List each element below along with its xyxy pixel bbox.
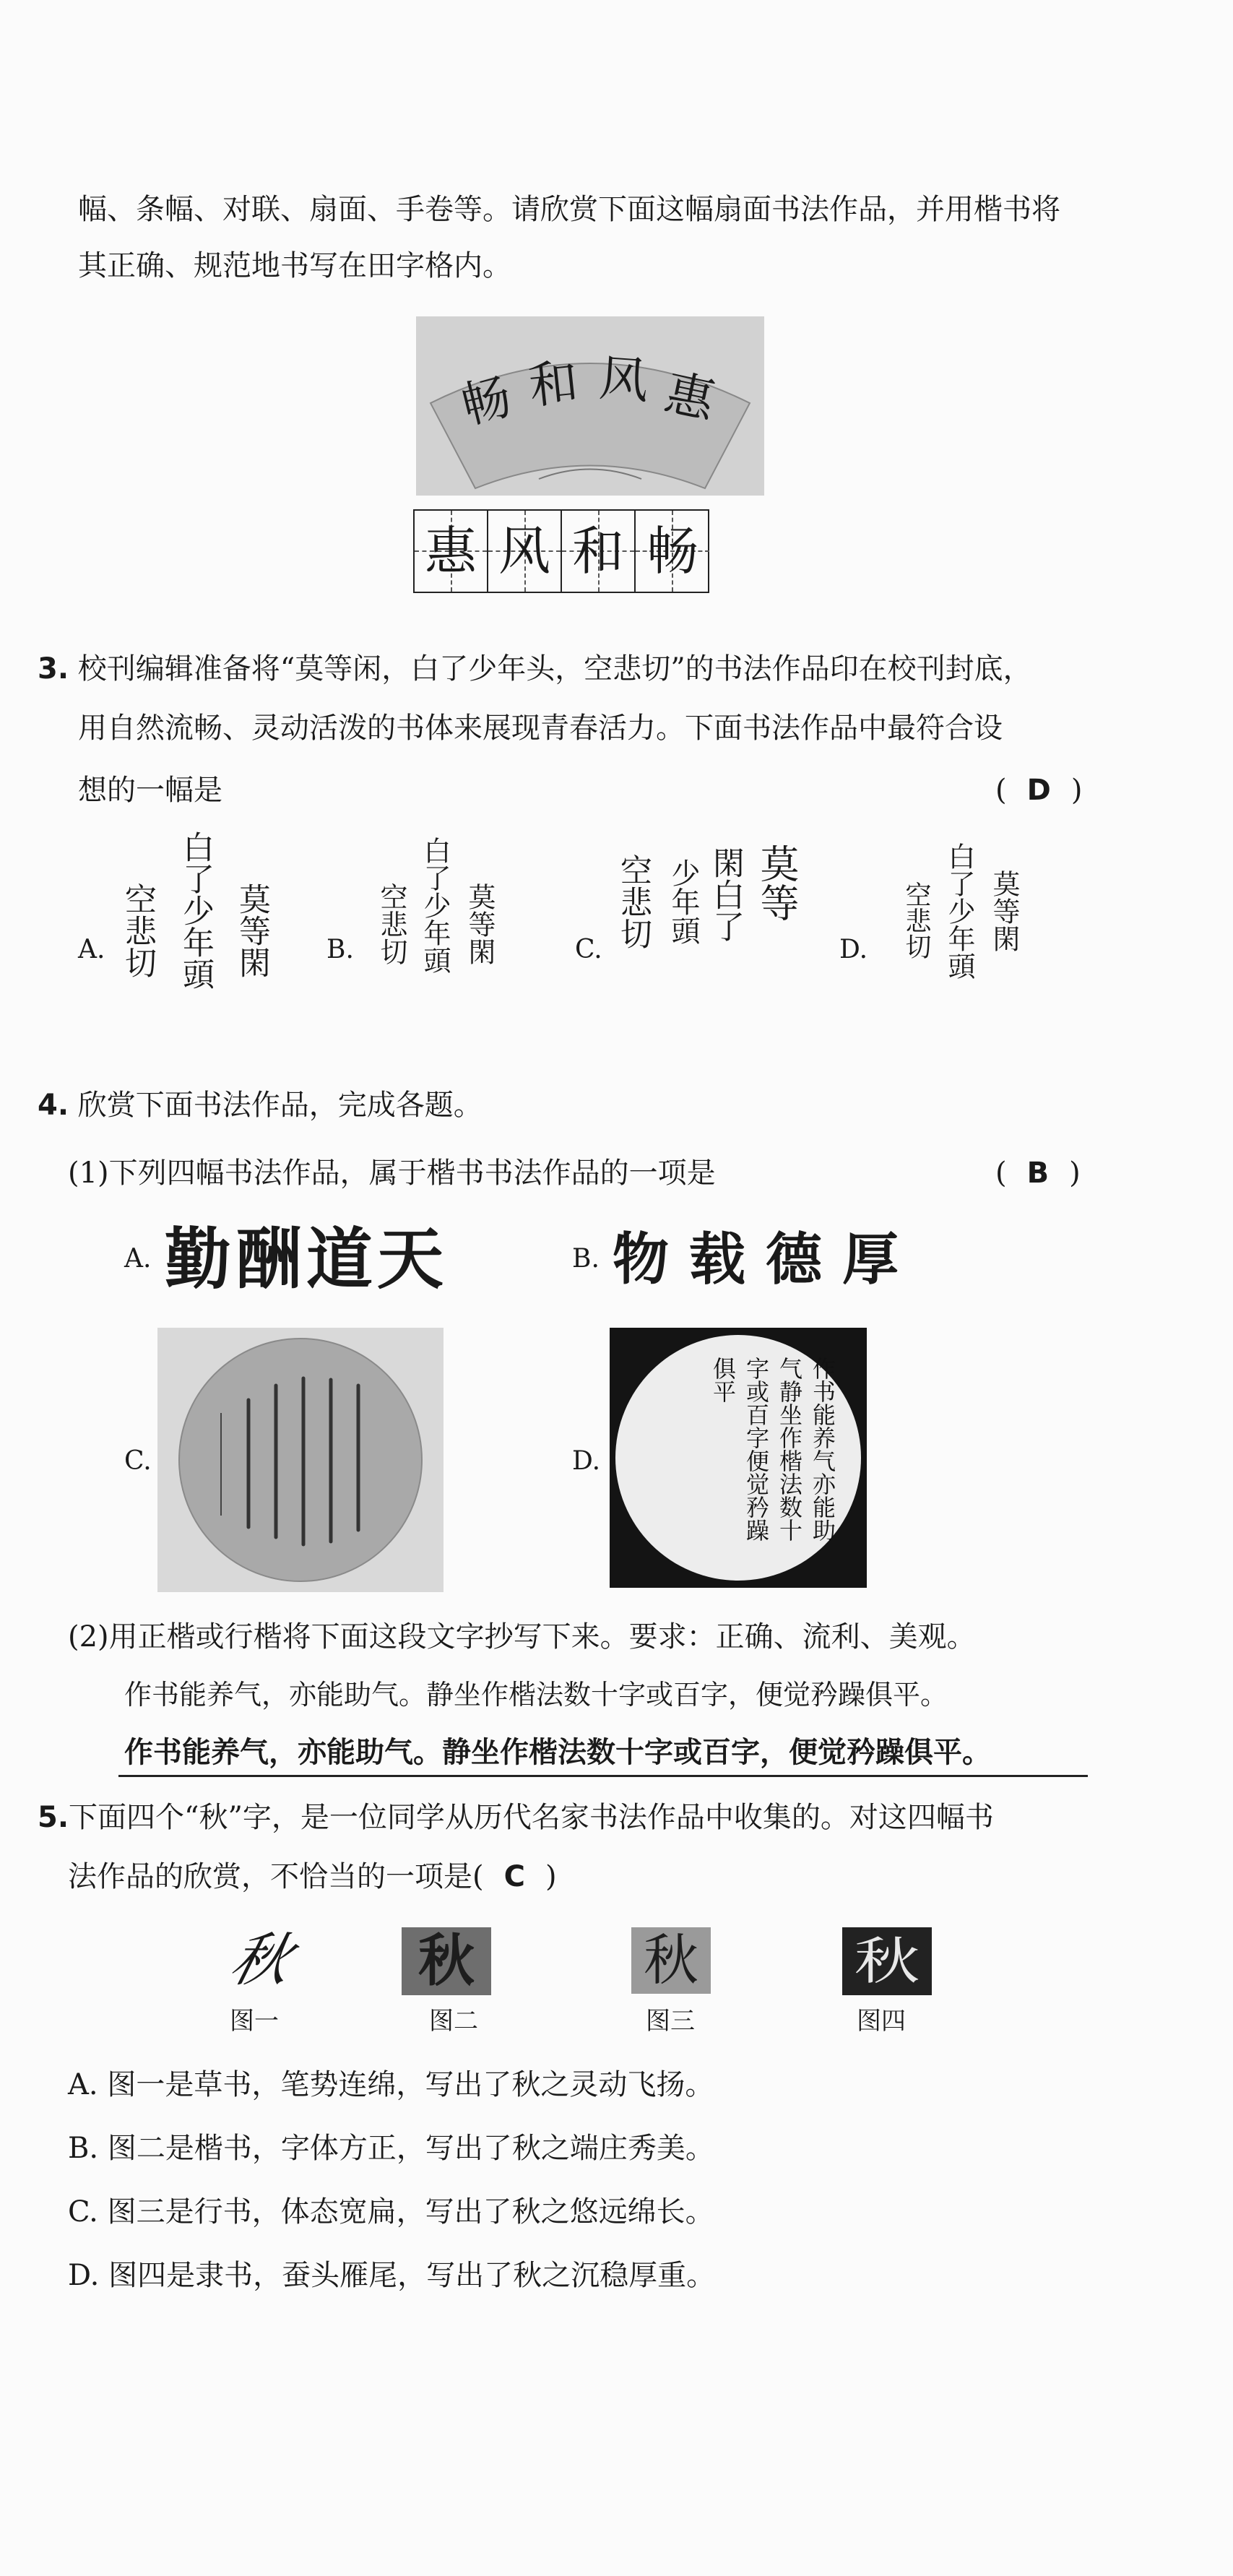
q3-a-col-3: 空悲切 xyxy=(119,883,156,978)
q3-number: 3. xyxy=(38,652,69,686)
q3-line-3: 想的一幅是 xyxy=(78,774,222,807)
q5-option-b: B. 图二是楷书，字体方正，写出了秋之端庄秀美。 xyxy=(68,2132,714,2165)
grid-cell xyxy=(415,511,488,592)
q3-option-c-label: C. xyxy=(575,935,602,964)
q4-option-b-text: 物载德厚 xyxy=(613,1227,920,1292)
q5-option-d: D. 图四是隶书，蚕头雁尾，写出了秋之沉稳厚重。 xyxy=(68,2259,716,2292)
q3-option-b-label: B. xyxy=(326,935,354,964)
q3-b-col-1: 莫等閑 xyxy=(464,883,496,965)
q3-line-1 xyxy=(38,649,1032,689)
q4-sub1-answer-paren: ( B ) xyxy=(995,1157,1081,1190)
q3-d-col-3: 空悲切 xyxy=(901,881,931,959)
q3-b-col-3: 空悲切 xyxy=(376,883,407,965)
intro-line-2: 其正确、规范地书写在田字格内。 xyxy=(78,249,511,282)
q3-d-col-1: 莫等閑 xyxy=(988,870,1020,952)
q3-line-2: 用自然流畅、灵动活泼的书体来展现青春活力。下面书法作品中最符合设 xyxy=(78,712,1003,745)
q4-title: 欣赏下面书法作品，完成各题。 xyxy=(77,1089,483,1122)
figure-4-caption: 图四 xyxy=(857,2007,906,2036)
q4-number: 4. xyxy=(38,1089,69,1122)
q4-option-c-label: C. xyxy=(124,1446,152,1476)
fan-calligraphy-image xyxy=(416,316,764,496)
figure-1-char: 秋 xyxy=(223,1927,298,1994)
figure-1 xyxy=(222,1927,299,1994)
q3-c-col-1: 莫等 xyxy=(754,844,800,922)
intro-line-1: 幅、条幅、对联、扇面、手卷等。请欣赏下面这幅扇面书法作品，并用楷书将 xyxy=(78,193,1060,226)
q3-c-col-4: 空悲切 xyxy=(615,854,652,949)
q3-d-col-2: 白了少年頭 xyxy=(943,842,975,980)
grid-char: 惠 xyxy=(424,521,477,582)
q5-option-a: A. 图一是草书，笔势连绵，写出了秋之灵动飞扬。 xyxy=(68,2068,714,2101)
q3-c-col-3: 少年頭 xyxy=(667,858,700,945)
figure-4-char: 秋 xyxy=(854,1932,920,1991)
q4-sub2: (2)用正楷或行楷将下面这段文字抄写下来。要求：正确、流利、美观。 xyxy=(68,1620,976,1654)
q3-option-a-label: A. xyxy=(78,935,105,964)
figure-3 xyxy=(631,1927,711,1994)
q4-sub1: (1)下列四幅书法作品，属于楷书书法作品的一项是 xyxy=(68,1157,716,1190)
q5-line-2: 法作品的欣赏，不恰当的一项是( C ) xyxy=(68,1860,557,1893)
figure-4 xyxy=(842,1927,932,1995)
q4-option-c-image xyxy=(157,1328,444,1592)
q5-answer: C xyxy=(503,1860,525,1893)
q3-c-col-2: 閑白了 xyxy=(707,847,744,942)
grid-char: 和 xyxy=(571,521,624,582)
grid-cell xyxy=(488,511,562,592)
q5-line-1 xyxy=(38,1797,994,1838)
figure-3-caption: 图三 xyxy=(646,2007,695,2036)
fan-char-4: 畅 xyxy=(455,368,518,436)
q5-line-1-text: 下面四个“秋”字，是一位同学从历代名家书法作品中收集的。对这四幅书 xyxy=(69,1801,994,1834)
grid-char: 风 xyxy=(498,521,550,582)
q4-option-a-label: A. xyxy=(124,1244,152,1274)
figure-2-char: 秋 xyxy=(418,1928,475,1994)
q4-title-line xyxy=(38,1085,483,1125)
q5-number: 5. xyxy=(38,1801,69,1834)
fan-char-3: 和 xyxy=(526,353,581,416)
grid-cell xyxy=(562,511,636,592)
q4-option-d-text: 作书能养气亦能助气静坐作楷法数十字或百字便觉矜躁俱平 xyxy=(709,1357,836,1542)
tianzige-grid xyxy=(413,509,709,593)
q3-a-col-1: 莫等閑 xyxy=(233,883,270,978)
figure-2-caption: 图二 xyxy=(429,2007,478,2036)
figure-2 xyxy=(402,1927,491,1995)
figure-1-caption: 图一 xyxy=(230,2007,279,2036)
q4-option-d-label: D. xyxy=(572,1446,601,1476)
q4-sub1-answer: B xyxy=(1026,1157,1050,1190)
q4-option-b-label: B. xyxy=(572,1244,600,1274)
q3-line-1-text: 校刊编辑准备将“莫等闲，白了少年头，空悲切”的书法作品印在校刊封底， xyxy=(77,652,1032,686)
figure-3-char: 秋 xyxy=(644,1928,698,1992)
grid-cell xyxy=(636,511,709,592)
q3-a-col-2: 白了少年頭 xyxy=(177,831,214,990)
q3-b-col-2: 白了少年頭 xyxy=(419,837,451,974)
q4-passage-answer: 作书能养气，亦能助气。静坐作楷法数十字或百字，便觉矜躁俱平。 xyxy=(124,1736,991,1769)
fan-char-2: 风 xyxy=(597,350,651,411)
q4-option-d-image xyxy=(610,1328,867,1588)
q4-option-a-text: 勤酬道天 xyxy=(165,1220,449,1298)
q4-passage: 作书能养气，亦能助气。静坐作楷法数十字或百字，便觉矜躁俱平。 xyxy=(124,1679,948,1711)
fan-char-1: 惠 xyxy=(659,364,720,431)
q3-answer-paren: ( D ) xyxy=(995,774,1083,807)
answer-underline xyxy=(118,1775,1088,1777)
grid-char: 畅 xyxy=(646,521,698,582)
q3-option-d-label: D. xyxy=(839,935,868,964)
q3-answer: D xyxy=(1026,774,1051,807)
q5-option-c: C. 图三是行书，体态宽扁，写出了秋之悠远绵长。 xyxy=(68,2195,714,2229)
